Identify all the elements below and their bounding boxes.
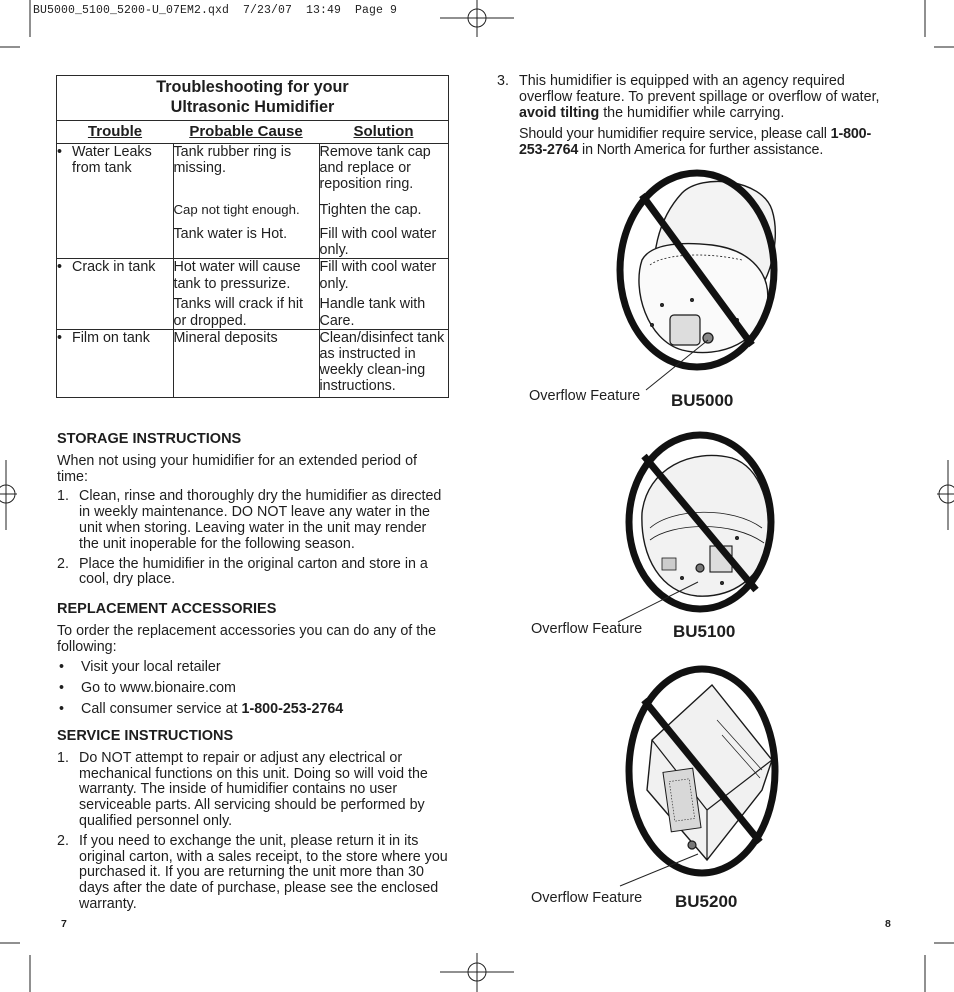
list-item: 1. Do NOT attempt to repair or adjust any electrical or mechanical functions on this unit. Doing so will void the warranty. The inside of humidifier contains no user serviceable parts. All servicing should be performed by qualified personnel only.	[57, 749, 428, 829]
overflow-note: 3. This humidifier is equipped with an agency required overflow feature. To prevent spillage or overflow of water, avoid tilting the humidifier while carrying. Should your humidifier require service, please call 1-800-253-2764 in North America for further assistance.	[497, 73, 880, 159]
page-number-left: 7	[61, 918, 67, 930]
registration-mark-right	[937, 460, 954, 530]
registration-mark-bottom	[440, 953, 514, 992]
list-item: 1. Clean, rinse and thoroughly dry the humidifier as directed in weekly maintenance. DO NOT leave any water in the unit when storing. Leaving water in the unit may render the unit inoperable for the following season.	[57, 488, 442, 552]
storage-intro: When not using your humidifier for an extended period of time:	[57, 452, 418, 485]
storage-section	[57, 432, 449, 588]
solution-cell: Clean/disinfect tank as instructed in weekly clean-ing instructions.	[319, 329, 449, 397]
replacement-section	[57, 602, 449, 718]
table-row	[57, 259, 449, 329]
cause-cell: Mineral deposits	[173, 329, 319, 397]
trouble-cell: • Film on tank	[57, 329, 174, 397]
list-item: • Go to www.bionaire.com	[59, 680, 236, 697]
solution-cell: Remove tank cap and replace or reposition ring. Tighten the cap. Fill with cool water only.	[319, 144, 449, 259]
service-heading: SERVICE INSTRUCTIONS	[57, 728, 234, 744]
column-header-trouble: Trouble	[57, 121, 174, 144]
column-header-cause: Probable Cause	[173, 121, 319, 144]
column-header-solution: Solution	[319, 121, 449, 144]
table-row	[57, 144, 449, 259]
replacement-heading: REPLACEMENT ACCESSORIES	[57, 601, 277, 617]
trouble-cell: • Water Leaks from tank	[57, 144, 174, 259]
trouble-cell: • Crack in tank	[57, 259, 174, 329]
troubleshooting-table	[56, 75, 449, 398]
registration-mark-top	[440, 0, 514, 37]
figure-caption: Overflow Feature	[531, 621, 643, 637]
phone-number: 1-800-253-2764	[241, 700, 344, 717]
list-item: • Visit your local retailer	[59, 659, 221, 676]
table-title: Troubleshooting for your Ultrasonic Humidifier	[57, 76, 449, 121]
table-row	[57, 329, 449, 397]
cause-cell: Tank rubber ring is missing. Cap not tight enough. Tank water is Hot.	[173, 144, 319, 259]
solution-cell: Fill with cool water only. Handle tank with Care.	[319, 259, 449, 329]
model-label: BU5200	[675, 892, 738, 911]
figure-caption: Overflow Feature	[531, 890, 643, 906]
model-label: BU5000	[671, 391, 734, 410]
print-slug: BU5000_5100_5200-U_07EM2.qxd 7/23/07 13:49 Page 9	[33, 4, 398, 17]
replacement-intro: To order the replacement accessories you can do any of the following:	[57, 622, 437, 655]
service-section	[57, 729, 449, 913]
cause-cell: Hot water will cause tank to pressurize. Tanks will crack if hit or dropped.	[173, 259, 319, 329]
registration-mark-left	[0, 460, 17, 530]
callout-line	[640, 330, 720, 400]
page-number-right: 8	[885, 918, 891, 930]
bu5200-no-tilt-illustration	[622, 660, 782, 882]
phone-number: 1-800-253-2764	[519, 126, 872, 159]
callout-line	[616, 850, 706, 890]
list-item: 2. Place the humidifier in the original carton and store in a cool, dry place.	[57, 555, 428, 588]
table-header-row	[57, 121, 449, 144]
list-item: 2. If you need to exchange the unit, please return it in its original carton, with a sales receipt, to the store where you purchased it. If you are returning the unit more than 30 days after the date of purchase, please see the enclosed warranty.	[57, 832, 448, 912]
storage-heading: STORAGE INSTRUCTIONS	[57, 431, 242, 447]
figure-caption: Overflow Feature	[529, 388, 641, 404]
model-label: BU5100	[673, 622, 736, 641]
list-item: • Call consumer service at 1-800-253-2764	[59, 700, 344, 717]
